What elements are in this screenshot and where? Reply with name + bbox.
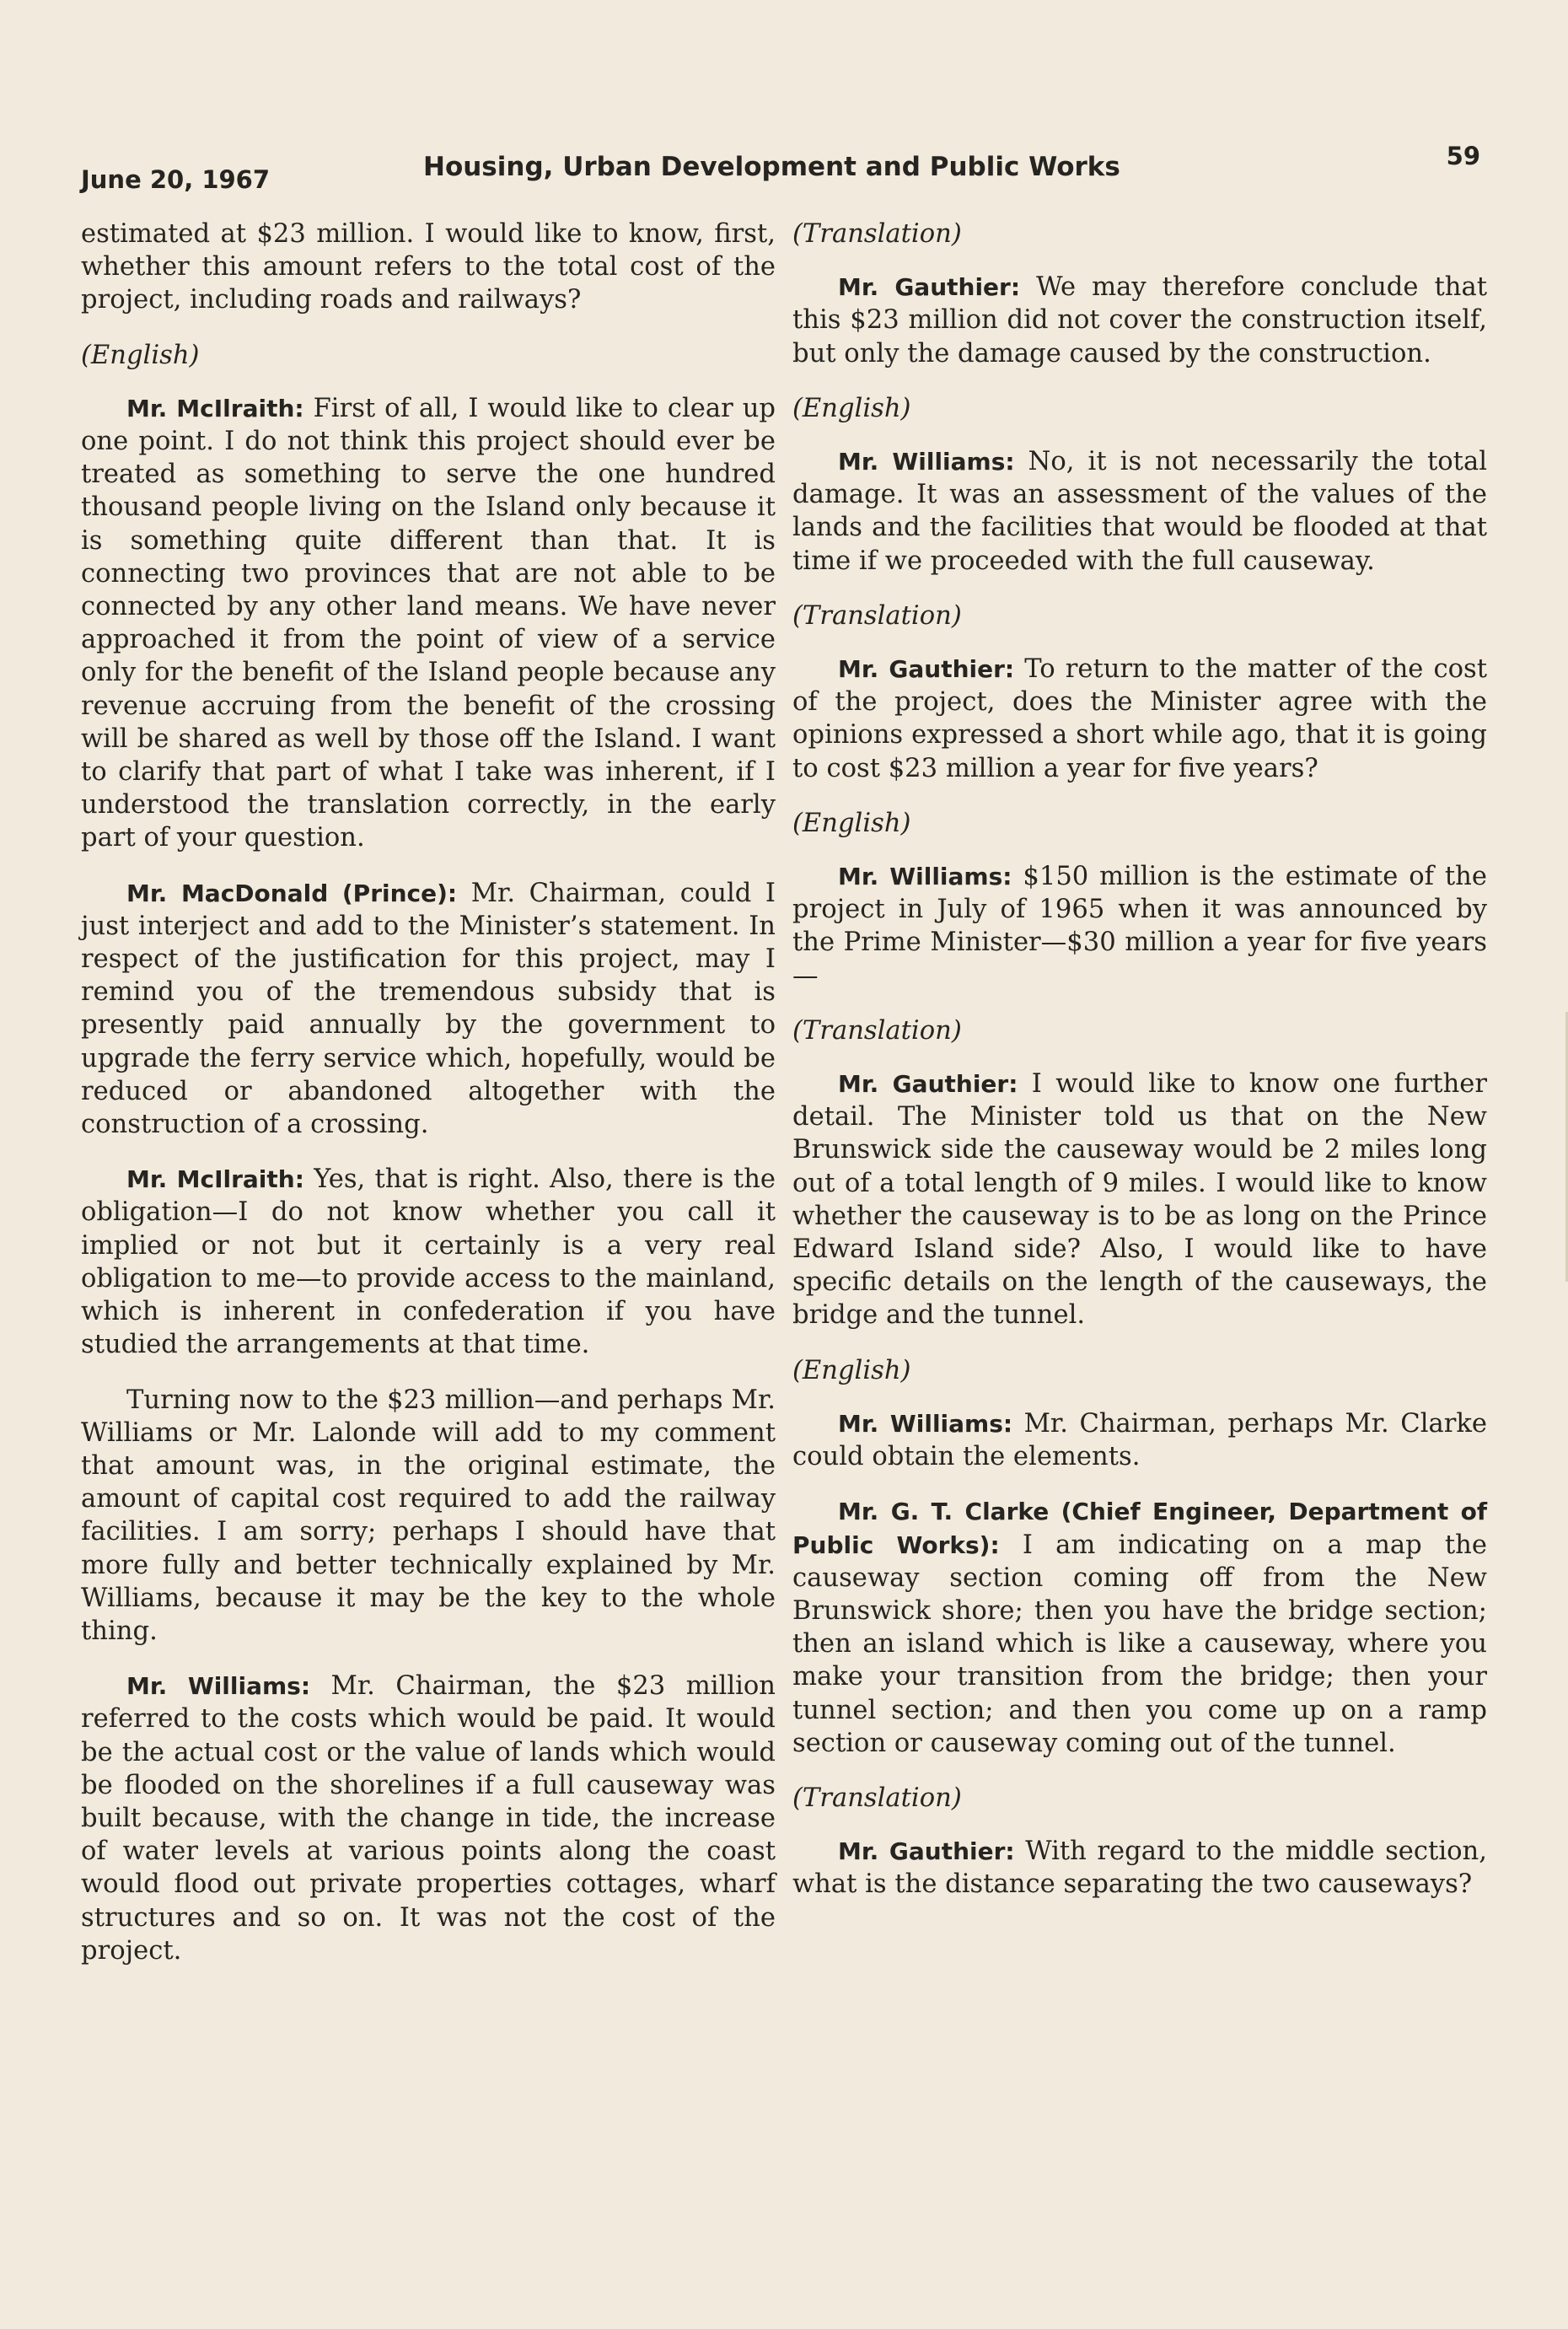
speech-paragraph — [81, 1670, 776, 1967]
paragraph-text: I would like to know one further detail. The Minister told us that on the New Brunswick side the causeway would be 2 miles long out of a total length of 9 miles. I would like to know whether the causeway is to be as long on the Prince Edward Island side? Also, I would like to have specific details on the length of the causeways, the bridge and the tunnel. — [792, 1069, 1488, 1331]
language-marker: (Translation) — [792, 219, 962, 249]
speaker-name: Mr. MacDonald (Prince): — [126, 879, 458, 907]
speaker-name: Mr. Williams: — [838, 1409, 1013, 1438]
language-marker: (English) — [81, 340, 200, 370]
speaker-name: Mr. Williams: — [838, 448, 1015, 476]
speaker-name: Mr. G. T. Clarke (Chief Engineer, Department of Public Works): — [792, 1498, 1487, 1559]
speaker-name: Mr. Gauthier: — [838, 655, 1015, 684]
right-column — [792, 218, 1487, 1923]
paragraph-text: With regard to the middle section, what is the distance separating the two causeways? — [792, 1837, 1487, 1900]
speaker-name: Mr. Gauthier: — [838, 1837, 1015, 1866]
paragraph-text: Yes, that is right. Also, there is the obligation—I do not know whether you call it implied or not but it certainly is a very real obligation to me—to provide access to the mainland, which is inherent in confederation if you have studied the arrangements at that time. — [81, 1164, 776, 1360]
speaker-name: Mr. Gauthier: — [838, 1070, 1018, 1099]
speech-paragraph — [81, 877, 776, 1142]
speaker-name: Mr. McIlraith: — [126, 1165, 304, 1194]
text-paragraph — [81, 1384, 776, 1649]
paragraph-text: I am indicating on a map the causeway section coming off from the New Brunswick shore; then you have the bridge section; then an island which is like a causeway, where you make your transition from the bridge; then your tunnel section; and then you come up on a ramp section or causeway coming out of the tunnel. — [792, 1530, 1487, 1758]
language-marker: (English) — [792, 1355, 911, 1385]
speaker-name: Mr. Gauthier: — [838, 273, 1021, 302]
speech-paragraph — [792, 445, 1487, 578]
paragraph-text: Mr. Chairman, could I just interject and add to the Minister’s statement. In respect of the justification for this project, may I remind you of the tremendous subsidy that is presently paid annually by the government to upgrade the ferry service which, hopefully, would be reduced or abandoned altogether with the construction of a crossing. — [81, 878, 776, 1140]
speech-paragraph — [792, 1495, 1487, 1760]
page-number: 59 — [1446, 142, 1480, 170]
paragraph-text: Mr. Chairman, the $23 million referred to the costs which would be paid. It would be the actual cost or the value of lands which would be flooded on the shorelines if a full causeway was built because, with the change in tide, the increase of water levels at various points along the coast would flood out private properties cottages, wharf structures and so on. It was not the cost of the project. — [81, 1671, 776, 1966]
text-paragraph — [81, 218, 776, 317]
paragraph-text: $150 million is the estimate of the project in July of 1965 when it was announced by the Prime Minister—$30 million a year for five years— — [792, 862, 1487, 991]
speech-paragraph — [792, 1835, 1487, 1901]
language-marker: (Translation) — [792, 1783, 962, 1813]
running-header — [81, 142, 1480, 192]
paragraph-text: estimated at $23 million. I would like to know, first, whether this amount refers to the total cost of the project, including roads and railways? — [81, 219, 776, 315]
speaker-name: Mr. Williams: — [126, 1672, 311, 1701]
speech-paragraph — [81, 1163, 776, 1361]
speech-paragraph — [792, 1407, 1487, 1473]
paragraph-text: To return to the matter of the cost of the project, does the Minister agree with the opinions expressed a short while ago, that it is going to cost $23 million a year for five years? — [792, 654, 1487, 783]
speech-paragraph — [81, 392, 776, 855]
paragraph-text: First of all, I would like to clear up one point. I do not think this project should ever be treated as something to serve the one hundred thousand people living on the Island only because it is something quite different than that. It is connecting two provinces that are not able to be connected by any other land means. We have never approached it from the point of view of a service only for the benefit of the Island people because any revenue accruing from the benefit of the crossing will be shared as well by those off the Island. I want to clarify that part of what I take was inherent, if I understood the translation correctly, in the early part of your question. — [81, 393, 776, 853]
left-column — [81, 218, 776, 1989]
language-marker: (English) — [792, 808, 911, 838]
speech-paragraph — [792, 271, 1487, 370]
language-marker: (Translation) — [792, 1015, 962, 1046]
paragraph-text: Mr. Chairman, perhaps Mr. Clarke could obtain the elements. — [792, 1408, 1487, 1472]
header-title: Housing, Urban Development and Public Works — [423, 152, 1120, 182]
speech-paragraph — [792, 860, 1487, 992]
speaker-name: Mr. McIlraith: — [126, 394, 304, 422]
speech-paragraph — [792, 1068, 1487, 1332]
paragraph-text: We may therefore conclude that this $23 million did not cover the construction itself, but only the damage caused by the construction. — [792, 272, 1487, 368]
language-marker: (English) — [792, 393, 911, 423]
paragraph-text: No, it is not necessarily the total damage. It was an assessment of the values of the lands and the facilities that would be flooded at that time if we proceeded with the full causeway. — [792, 447, 1487, 576]
speaker-name: Mr. Williams: — [838, 863, 1012, 891]
paragraph-text: Turning now to the $23 million—and perhaps Mr. Williams or Mr. Lalonde will add to my comment that amount was, in the original estimate, the amount of capital cost required to add the railway facilities. I am sorry; perhaps I should have that more fully and better technically explained by Mr. Williams, because it may be the key to the whole thing. — [81, 1385, 776, 1646]
header-date: June 20, 1967 — [81, 165, 271, 194]
speech-paragraph — [792, 653, 1487, 785]
language-marker: (Translation) — [792, 600, 962, 631]
